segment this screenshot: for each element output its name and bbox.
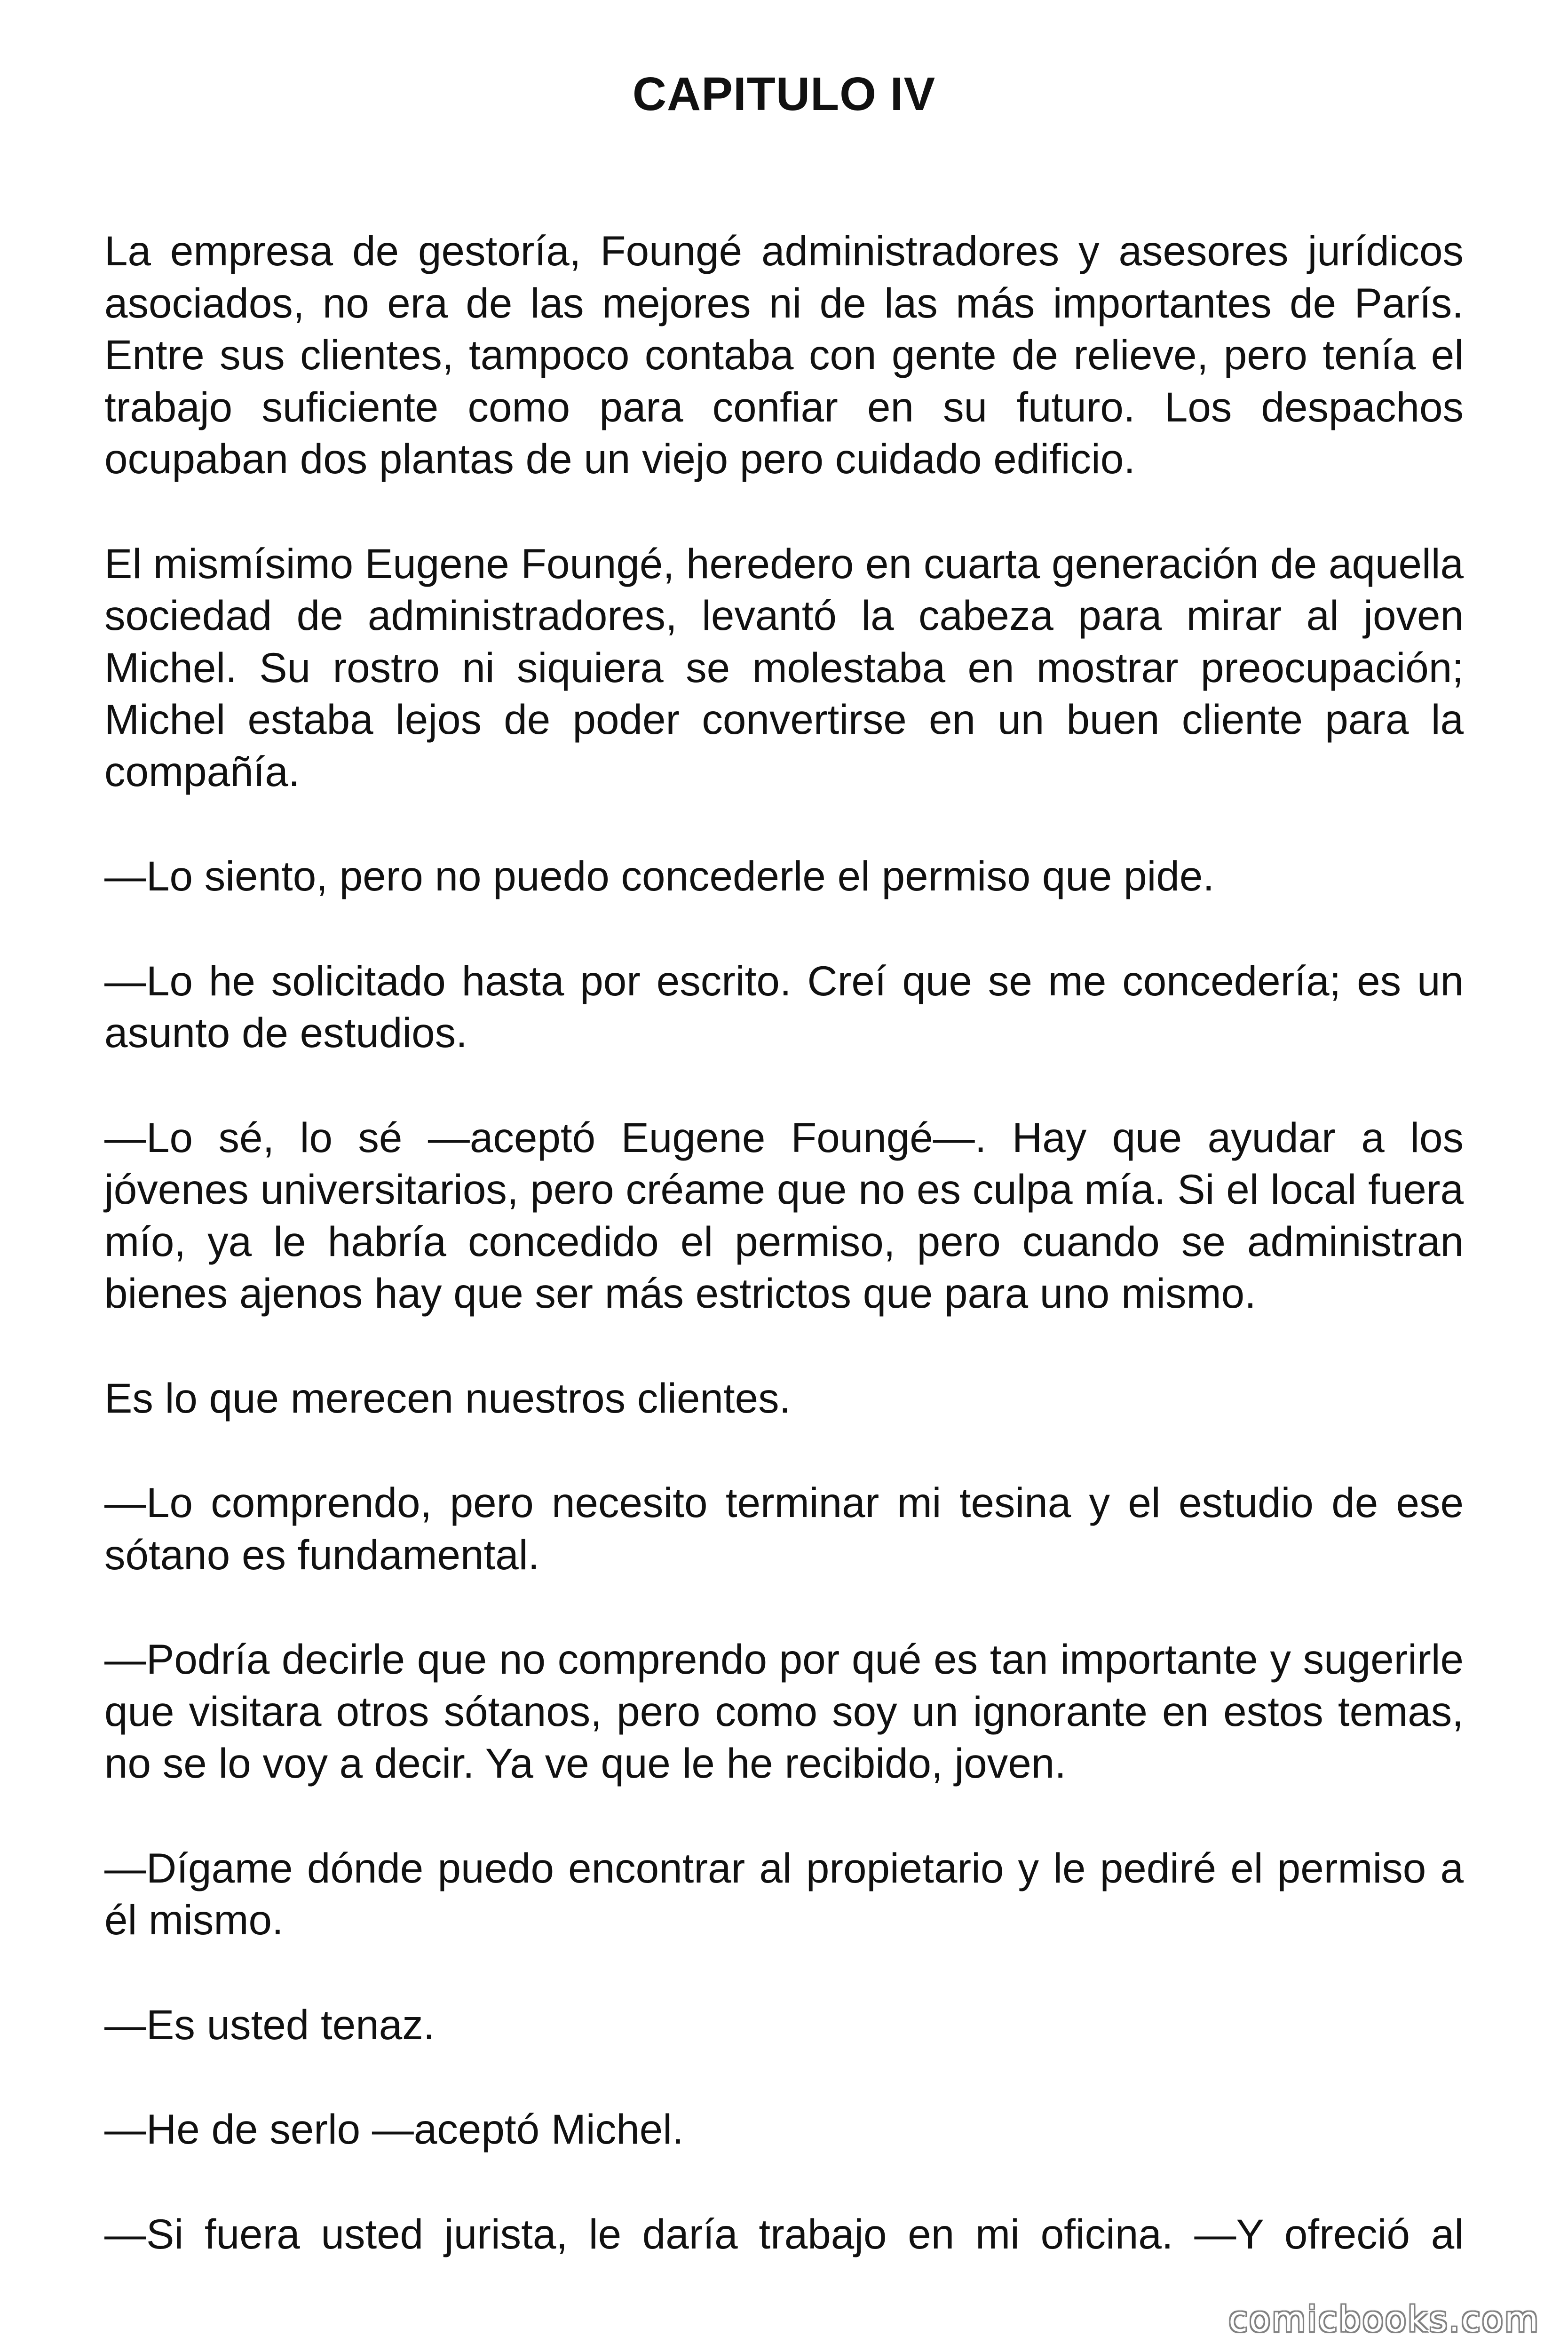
paragraph-1: La empresa de gestoría, Foungé administradores y asesores jurídicos asociados, no era de las mejores ni de las más importantes de París. Entre sus clientes, tampoco contaba con gente de relieve, pero tenía el trabajo suficiente como para confiar en su futuro. Los despachos ocupaban dos plantas de un viejo pero cuidado edificio. — [104, 227, 1464, 482]
paragraph-2: El mismísimo Eugene Foungé, heredero en cuarta generación de aquella sociedad de administradores, levantó la cabeza para mirar al joven Michel. Su rostro ni siquiera se molestaba en mostrar preocupación; Michel estaba lejos de poder convertirse en un buen cliente para la compañía. — [104, 540, 1464, 795]
paragraph-10: —Es usted tenaz. — [104, 2001, 435, 2048]
paragraph-3: —Lo siento, pero no puedo concederle el permiso que pide. — [104, 852, 1215, 899]
paragraph-8: —Podría decirle que no comprendo por qué es tan importante y sugerirle que visitara otros sótanos, pero como soy un ignorante en estos temas, no se lo voy a decir. Ya ve que le he recibido, joven. — [104, 1636, 1464, 1787]
paragraph-6: Es lo que merecen nuestros clientes. — [104, 1374, 791, 1422]
paragraph-9: —Dígame dónde puedo encontrar al propietario y le pediré el permiso a él mismo. — [104, 1844, 1464, 1943]
paragraph-7: —Lo comprendo, pero necesito terminar mi tesina y el estudio de ese sótano es fundamental. — [104, 1479, 1464, 1578]
paragraph-12: —Si fuera usted jurista, le daría trabajo en mi oficina. —Y ofreció al — [104, 2210, 1464, 2257]
watermark: comicbooks.com — [1228, 2299, 1540, 2340]
paragraph-5: —Lo sé, lo sé —aceptó Eugene Foungé—. Hay que ayudar a los jóvenes universitarios, pero créame que no es culpa mía. Si el local fuera mío, ya le habría concedido el permiso, pero cuando se administran bienes ajenos hay que ser más estrictos que para uno mismo. — [104, 1113, 1464, 1317]
paragraph-4: —Lo he solicitado hasta por escrito. Creí que se me concedería; es un asunto de estudios. — [104, 957, 1464, 1056]
paragraph-11: —He de serlo —aceptó Michel. — [104, 2106, 684, 2153]
body-text — [104, 225, 1464, 2260]
chapter-title: CAPITULO IV — [632, 68, 936, 120]
